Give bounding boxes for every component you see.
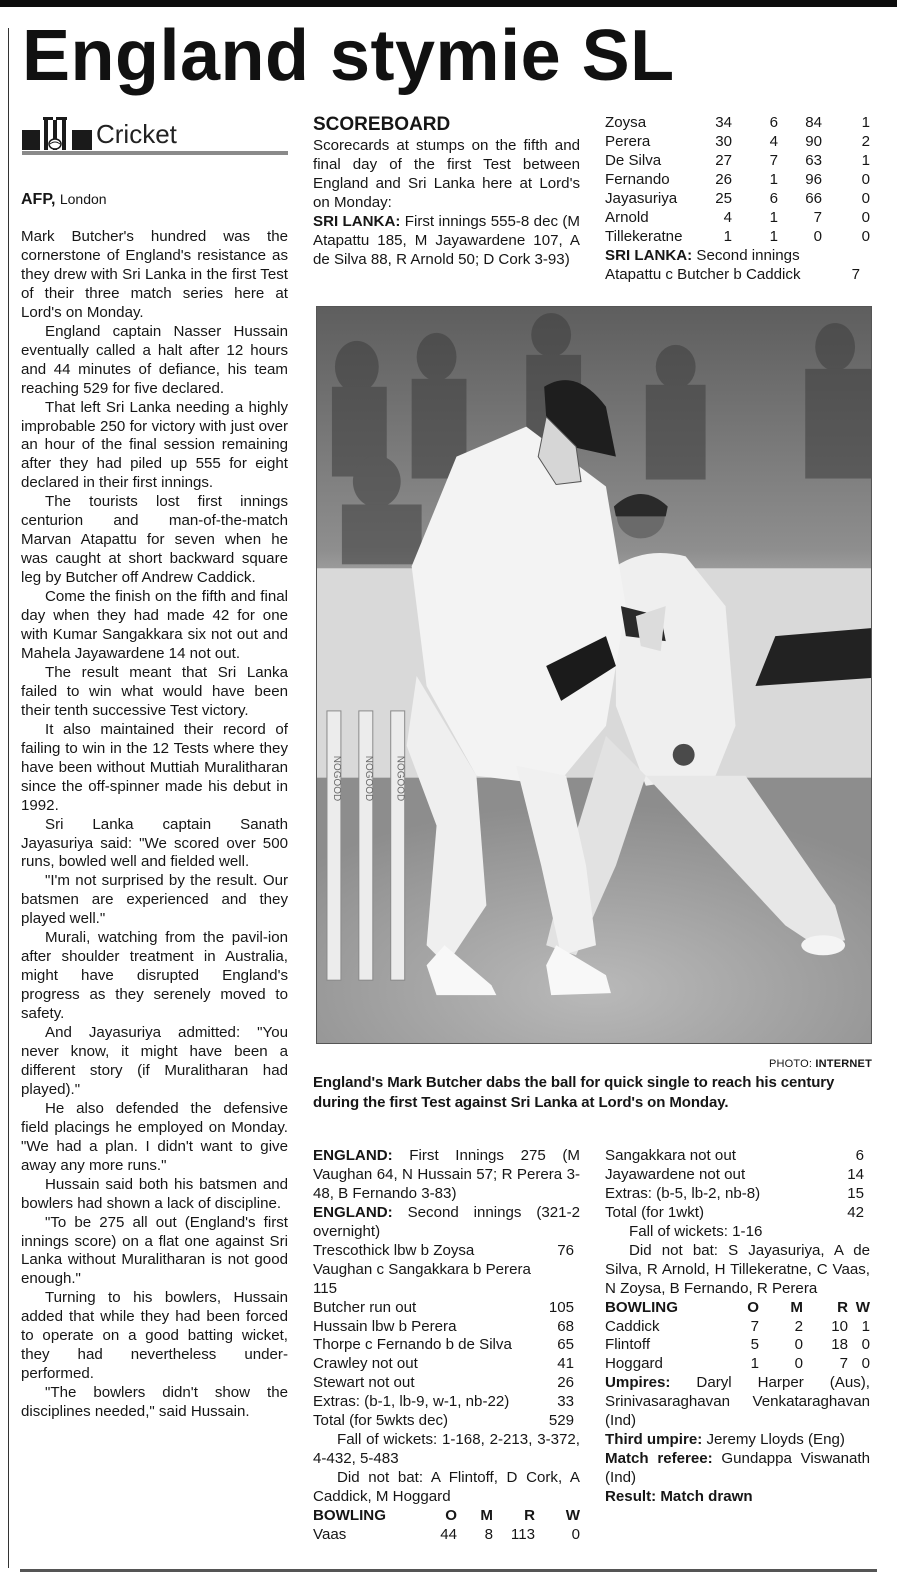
sl-second-innings-heading — [605, 247, 870, 266]
batting-row — [605, 1166, 864, 1185]
bowling-r: 113 — [510, 1525, 535, 1543]
batsman: Total (for 1wkt) — [605, 1203, 704, 1221]
bowler: Perera — [605, 132, 651, 150]
bowling-w: 0 — [861, 1336, 870, 1354]
left-column-rule — [8, 28, 9, 1568]
bowling-w: 1 — [861, 151, 870, 169]
match-result: Result: Match drawn — [605, 1488, 753, 1506]
match-referee — [605, 1450, 870, 1488]
batsman: Butcher run out — [313, 1298, 417, 1316]
eng-first-innings — [313, 1147, 580, 1204]
bowling-table — [605, 114, 870, 247]
bowling-row — [605, 171, 870, 190]
batsman: Total (for 5wkts dec) — [313, 1412, 449, 1430]
innings-summary: First innings 555-8 dec (M Atapattu 185, M Jayawardene 107, A de Silva 88, R Arnold 50; D Cork 3-93) — [313, 212, 580, 268]
bowling-m: 1 — [769, 227, 778, 245]
bowling-o: 7 — [750, 1317, 759, 1335]
bowling-o: 4 — [723, 208, 732, 226]
match-photo — [316, 306, 872, 1044]
bowling-r: 0 — [813, 227, 822, 245]
sl-did-not-bat: Did not bat: S Jayasuriya, A de Silva, R Arnold, H Tillekeratne, C Vaas, N Zoysa, B Fernando, R Perera — [605, 1241, 870, 1297]
bowling-r: 90 — [805, 132, 822, 150]
story-paragraph: He also defended the defensive field placings he employed on Monday. "We had a plan. I didn't want to give away any more runs." — [21, 1099, 288, 1174]
bowler: Fernando — [605, 170, 670, 188]
vaughan-line: Vaughan c Sangakkara b Perera — [313, 1260, 531, 1278]
bowling-r: 63 — [805, 151, 822, 169]
bowling-row — [313, 1526, 580, 1545]
bowling-o: 26 — [715, 170, 732, 188]
bowling-col-w: W — [855, 1298, 870, 1316]
bowling-w: 0 — [861, 227, 870, 245]
runs: 68 — [557, 1317, 574, 1335]
batting-row — [313, 1336, 574, 1355]
bowling-o: 34 — [715, 114, 732, 131]
bowling-col-r: R — [524, 1506, 535, 1524]
story-paragraph: And Jayasuriya admitted: "You never know, it might have been a different story (if Muralitharan had played)." — [21, 1024, 288, 1098]
story-paragraph: The tourists lost first innings centurion and man-of-the-match Marvan Atapattu for seven when he was caught at short backward square leg by Butcher off Andrew Caddick. — [21, 493, 288, 587]
photo-credit-label: PHOTO: — [768, 1058, 813, 1070]
runs: 33 — [557, 1393, 574, 1411]
batting-table — [313, 1299, 580, 1432]
bowling-row — [605, 1336, 870, 1355]
batsman: Hussain lbw b Perera — [313, 1317, 457, 1335]
bowling-m: 4 — [769, 132, 778, 150]
story-paragraph: It also maintained their record of failing to win in the 12 Tests where they have been without Muttiah Muralitharan since the off-spinner made his debut in 1992. — [21, 720, 288, 814]
bowler: Arnold — [605, 208, 649, 226]
batsman: Stewart not out — [313, 1374, 415, 1392]
runs: 529 — [548, 1412, 574, 1430]
batting-row — [313, 1318, 574, 1337]
umpires-text: Daryl Harper (Aus), Srinivasaraghavan Venkataraghavan (Ind) — [605, 1374, 870, 1430]
eng-did-not-bat: Did not bat: A Flintoff, D Cork, A Caddick, M Hoggard — [313, 1469, 580, 1506]
bowling-o: 44 — [440, 1525, 457, 1543]
bowling-header — [605, 1299, 870, 1318]
batsman: Atapattu c Butcher b Caddick — [605, 265, 801, 283]
story-paragraph: Come the finish on the fifth and final day when they had made 42 for one with Kumar Sangakkara six not out and Mahela Jayawardene 14 not out. — [21, 588, 288, 662]
bowler: Vaas — [313, 1525, 347, 1543]
batting-row — [313, 1374, 574, 1393]
batting-row — [605, 1204, 864, 1223]
batsman: Sangakkara not out — [605, 1147, 736, 1164]
story-body — [21, 228, 288, 1422]
innings-summary: First Innings 275 (M Vaughan 64, N Hussain 57; R Perera 3-48, B Fernando 3-83) — [313, 1147, 580, 1202]
bowling-m: 6 — [769, 189, 778, 207]
bowling-o: 5 — [750, 1336, 759, 1354]
runs: 6 — [855, 1147, 864, 1164]
bowling-m: 2 — [794, 1317, 803, 1335]
stump-brand-1: NOGOOD — [330, 755, 342, 802]
sl-first-bowling-block — [605, 114, 870, 284]
sl-fall-of-wickets: Fall of wickets: 1-16 — [629, 1222, 763, 1240]
eng-fall-of-wickets: Fall of wickets: 1-168, 2-213, 3-372, 4-432, 5-483 — [313, 1431, 580, 1468]
bowling-m: 8 — [484, 1525, 493, 1543]
bowling-o: 1 — [750, 1355, 759, 1373]
runs: 42 — [847, 1203, 864, 1221]
innings-summary: Second innings — [696, 246, 800, 264]
bowling-label: BOWLING — [605, 1298, 678, 1316]
bowler: Flintoff — [605, 1336, 651, 1354]
story-paragraph: "To be 275 all out (England's first innings score) on a flat one against Sri Lanka without Muralitharan is not good enough." — [21, 1213, 288, 1288]
batsman: Trescothick lbw b Zoysa — [313, 1241, 475, 1259]
bowler: Caddick — [605, 1317, 660, 1335]
runs: 7 — [851, 265, 860, 283]
story-paragraph: "The bowlers didn't show the disciplines needed," said Hussain. — [21, 1384, 288, 1421]
bowling-w: 1 — [861, 114, 870, 131]
photo-caption: England's Mark Butcher dabs the ball for quick single to reach his century during the first Test against Sri Lanka at Lord's on Monday. — [313, 1074, 835, 1111]
story-paragraph: Mark Butcher's hundred was the cornerstone of England's resistance as they drew with Sri Lanka in the first Test of their three match series here at Lord's on Monday. — [21, 228, 288, 321]
story-paragraph: Turning to his bowlers, Hussain added that while they had been forced to operate on a good batting wicket, they had nevertheless under-performed. — [21, 1289, 288, 1383]
team-label: ENGLAND: — [313, 1147, 393, 1164]
bowling-col-r: R — [837, 1298, 848, 1316]
stump-brand-3: NOGOOD — [394, 755, 406, 802]
top-border — [0, 0, 897, 7]
bowler: Tillekeratne — [605, 227, 683, 245]
batsman: Extras: (b-1, lb-9, w-1, nb-22) — [313, 1393, 510, 1411]
story-paragraph: Murali, watching from the pavil-ion after shoulder treatment in Australia, might have disrupted England's progress as they serenely moved to safety. — [21, 929, 288, 1023]
bowling-label: BOWLING — [313, 1506, 386, 1524]
bowling-row — [605, 152, 870, 171]
batting-row — [313, 1242, 574, 1261]
byline-agency: AFP, — [21, 191, 56, 208]
match-referee-text: Gundappa Viswanath (Ind) — [605, 1450, 870, 1487]
stump-brand-2: NOGOOD — [362, 755, 374, 802]
bowling-w: 0 — [861, 170, 870, 188]
bowling-col-m: M — [480, 1506, 493, 1524]
batsman: Jayawardene not out — [605, 1165, 746, 1183]
runs: 76 — [557, 1241, 574, 1259]
bowling-m: 0 — [794, 1336, 803, 1354]
runs: 14 — [847, 1165, 864, 1183]
batting-row — [313, 1355, 574, 1374]
bowling-m: 7 — [769, 151, 778, 169]
batting-row — [605, 266, 870, 285]
bowler: De Silva — [605, 151, 662, 169]
sl-first-innings — [313, 213, 580, 270]
bowling-w: 1 — [861, 1317, 870, 1335]
eng-second-innings — [313, 1204, 580, 1242]
story-paragraph: That left Sri Lanka needing a highly improbable 250 for victory with just over an hour of the final session remaining after they had piled up 555 for eight declared in their first innings. — [21, 398, 288, 492]
section-label: Cricket — [96, 119, 177, 149]
batting-row — [605, 1147, 864, 1166]
scoreboard-intro: Scorecards at stumps on the fifth and final day of the first Test between England and Sri Lanka here at Lord's on Monday: — [313, 137, 580, 211]
runs: 15 — [847, 1184, 864, 1202]
bowling-m: 1 — [769, 208, 778, 226]
team-label: SRI LANKA: — [605, 246, 693, 264]
runs: 26 — [557, 1374, 574, 1392]
section-rule — [22, 151, 288, 155]
sri-lanka-second-innings-block — [605, 1147, 870, 1507]
bowling-w: 2 — [861, 132, 870, 150]
byline-city: London — [59, 191, 107, 207]
bowling-r: 7 — [839, 1355, 848, 1373]
bowling-r: 18 — [831, 1336, 848, 1354]
bowling-row — [605, 114, 870, 133]
photo-credit-source: INTERNET — [815, 1058, 872, 1070]
cricket-stumps-icon — [22, 114, 92, 154]
umpires — [605, 1374, 870, 1431]
batting-row — [313, 1299, 574, 1318]
bowling-row — [605, 228, 870, 247]
bowler: Zoysa — [605, 114, 647, 131]
vaughan-runs: 115 — [313, 1279, 338, 1297]
batting-table — [605, 1147, 870, 1223]
bowling-w: 0 — [861, 1355, 870, 1373]
bowling-table — [605, 1318, 870, 1375]
bowling-col-o: O — [747, 1298, 759, 1316]
scoreboard-title: SCOREBOARD — [313, 114, 451, 135]
team-label: ENGLAND: — [313, 1203, 393, 1221]
batting-row — [605, 1185, 864, 1204]
bottom-rule — [20, 1569, 877, 1572]
batting-row — [313, 1393, 574, 1412]
section-logo — [22, 112, 290, 158]
match-referee-label: Match referee: — [605, 1450, 713, 1468]
third-umpire-label: Third umpire: — [605, 1431, 703, 1449]
batsman: Crawley not out — [313, 1355, 418, 1373]
bowler: Jayasuriya — [605, 189, 678, 207]
bowling-m: 6 — [769, 114, 778, 131]
bowling-w: 0 — [571, 1525, 580, 1543]
bowling-table — [313, 1526, 580, 1545]
runs: 41 — [557, 1355, 574, 1373]
batsman: Extras: (b-5, lb-2, nb-8) — [605, 1184, 761, 1202]
third-umpire-text: Jeremy Lloyds (Eng) — [706, 1431, 845, 1449]
bowling-header — [313, 1507, 580, 1526]
batsman-photo-image — [317, 307, 871, 1043]
bowling-row — [605, 190, 870, 209]
bowling-w: 0 — [861, 208, 870, 226]
story-paragraph: England captain Nasser Hussain eventually called a halt after 12 hours and 44 minutes of defiance, his team reaching 529 for five declared. — [21, 322, 288, 397]
bowling-r: 10 — [831, 1317, 848, 1335]
bowling-row — [605, 133, 870, 152]
bowling-m: 0 — [794, 1355, 803, 1373]
bowling-o: 1 — [723, 227, 732, 245]
story-paragraph: "I'm not surprised by the result. Our batsmen are experienced and they played well." — [21, 872, 288, 928]
third-umpire — [605, 1431, 870, 1450]
bowling-r: 84 — [805, 114, 822, 131]
bowler: Hoggard — [605, 1355, 663, 1373]
bowling-col-o: O — [445, 1506, 457, 1524]
bowling-row — [605, 1355, 870, 1374]
headline: England stymie SL — [22, 16, 675, 96]
runs: 105 — [548, 1298, 574, 1316]
batting-row — [313, 1412, 574, 1431]
bowling-w: 0 — [861, 189, 870, 207]
scoreboard-intro-block — [313, 114, 580, 270]
bowling-r: 96 — [805, 170, 822, 188]
bowling-row — [605, 209, 870, 228]
bowling-row — [605, 1318, 870, 1337]
runs: 65 — [557, 1336, 574, 1354]
bowling-col-m: M — [790, 1298, 803, 1316]
bowling-col-w: W — [565, 1506, 580, 1524]
england-innings-block — [313, 1147, 580, 1545]
bowling-r: 7 — [813, 208, 822, 226]
story-paragraph: Sri Lanka captain Sanath Jayasuriya said: "We scored over 500 runs, bowled well and fielded well. — [21, 815, 288, 871]
photo-credit — [600, 1057, 872, 1071]
bowling-r: 66 — [805, 189, 822, 207]
story-paragraph: Hussain said both his batsmen and bowlers had shown a lack of discipline. — [21, 1175, 288, 1212]
batsman: Thorpe c Fernando b de Silva — [313, 1336, 512, 1354]
umpires-label: Umpires: — [605, 1374, 671, 1392]
story-paragraph: The result meant that Sri Lanka failed to win what would have been their tenth successive Test victory. — [21, 663, 288, 719]
batting-table — [313, 1242, 580, 1261]
bowling-m: 1 — [769, 170, 778, 188]
bowling-o: 27 — [715, 151, 732, 169]
bowling-o: 25 — [715, 189, 732, 207]
team-label: SRI LANKA: — [313, 212, 401, 230]
bowling-o: 30 — [715, 132, 732, 150]
byline — [21, 189, 107, 210]
innings-summary: Second innings (321-2 overnight) — [313, 1203, 580, 1240]
